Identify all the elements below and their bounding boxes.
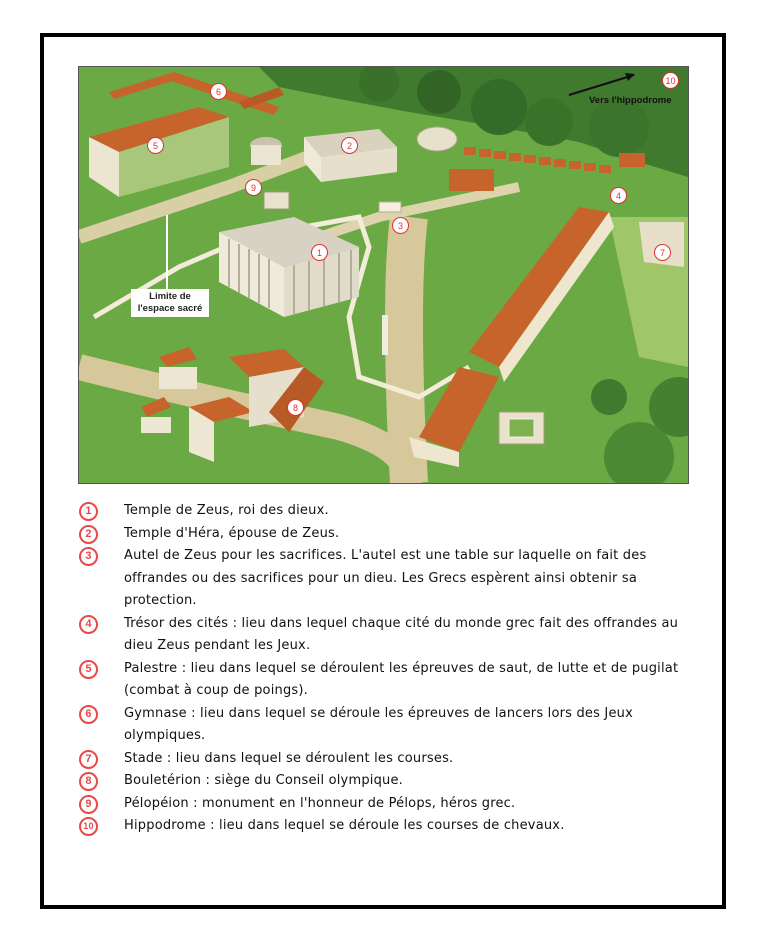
olympia-map	[78, 66, 689, 484]
sacred-area-label-line2: l'espace sacré	[137, 303, 203, 314]
legend-item	[79, 523, 699, 546]
legend-number: 6	[79, 705, 98, 724]
marker-4[interactable]: 4	[610, 187, 627, 204]
legend-item	[79, 545, 699, 613]
legend	[79, 500, 699, 838]
legend-text: Temple d'Héra, épouse de Zeus.	[124, 525, 340, 541]
legend-text: Gymnase : lieu dans lequel se déroule les épreuves de lancers lors des Jeux olympiques.	[124, 705, 633, 743]
legend-text: Bouletérion : siège du Conseil olympique.	[124, 773, 404, 788]
marker-3[interactable]: 3	[392, 217, 409, 234]
legend-text: Trésor des cités : lieu dans lequel chaque cité du monde grec fait des offrandes au dieu Zeus pendant les Jeux.	[124, 615, 679, 653]
hippodrome-arrow-label: Vers l'hippodrome	[589, 95, 672, 106]
legend-item	[79, 658, 699, 703]
marker-9[interactable]: 9	[245, 179, 262, 196]
legend-item	[79, 770, 699, 793]
marker-6[interactable]: 6	[210, 83, 227, 100]
legend-number: 10	[79, 817, 98, 836]
olympia-illustration	[79, 67, 688, 483]
marker-10[interactable]: 10	[662, 72, 679, 89]
legend-text: Pélopéion : monument en l'honneur de Pélops, héros grec.	[124, 795, 516, 811]
sacred-area-label-line1: Limite de	[149, 291, 191, 302]
legend-item	[79, 613, 699, 658]
legend-number: 2	[79, 525, 98, 544]
marker-1[interactable]: 1	[311, 244, 328, 261]
marker-8[interactable]: 8	[287, 399, 304, 416]
legend-text: Stade : lieu dans lequel se déroulent les courses.	[124, 750, 454, 766]
legend-item	[79, 793, 699, 816]
legend-number: 8	[79, 772, 98, 791]
legend-number: 5	[79, 660, 98, 679]
legend-number: 4	[79, 615, 98, 634]
legend-item	[79, 500, 699, 523]
legend-text: Palestre : lieu dans lequel se déroulent les épreuves de saut, de lutte et de pugilat (combat à coup de poings).	[124, 660, 679, 698]
legend-number: 3	[79, 547, 98, 566]
marker-7[interactable]: 7	[654, 244, 671, 261]
legend-item	[79, 748, 699, 771]
marker-2[interactable]: 2	[341, 137, 358, 154]
legend-number: 9	[79, 795, 98, 814]
legend-text: Temple de Zeus, roi des dieux.	[124, 503, 329, 518]
legend-item	[79, 815, 699, 838]
legend-number: 1	[79, 502, 98, 521]
legend-text: Autel de Zeus pour les sacrifices. L'autel est une table sur laquelle on fait des offrandes ou des sacrifices pour un dieu. Les Grecs espèrent ainsi obtenir sa protection.	[124, 548, 647, 608]
sacred-area-label	[131, 289, 209, 317]
legend-number: 7	[79, 750, 98, 769]
legend-text: Hippodrome : lieu dans lequel se déroule les courses de chevaux.	[124, 818, 565, 833]
marker-5[interactable]: 5	[147, 137, 164, 154]
legend-item	[79, 703, 699, 748]
